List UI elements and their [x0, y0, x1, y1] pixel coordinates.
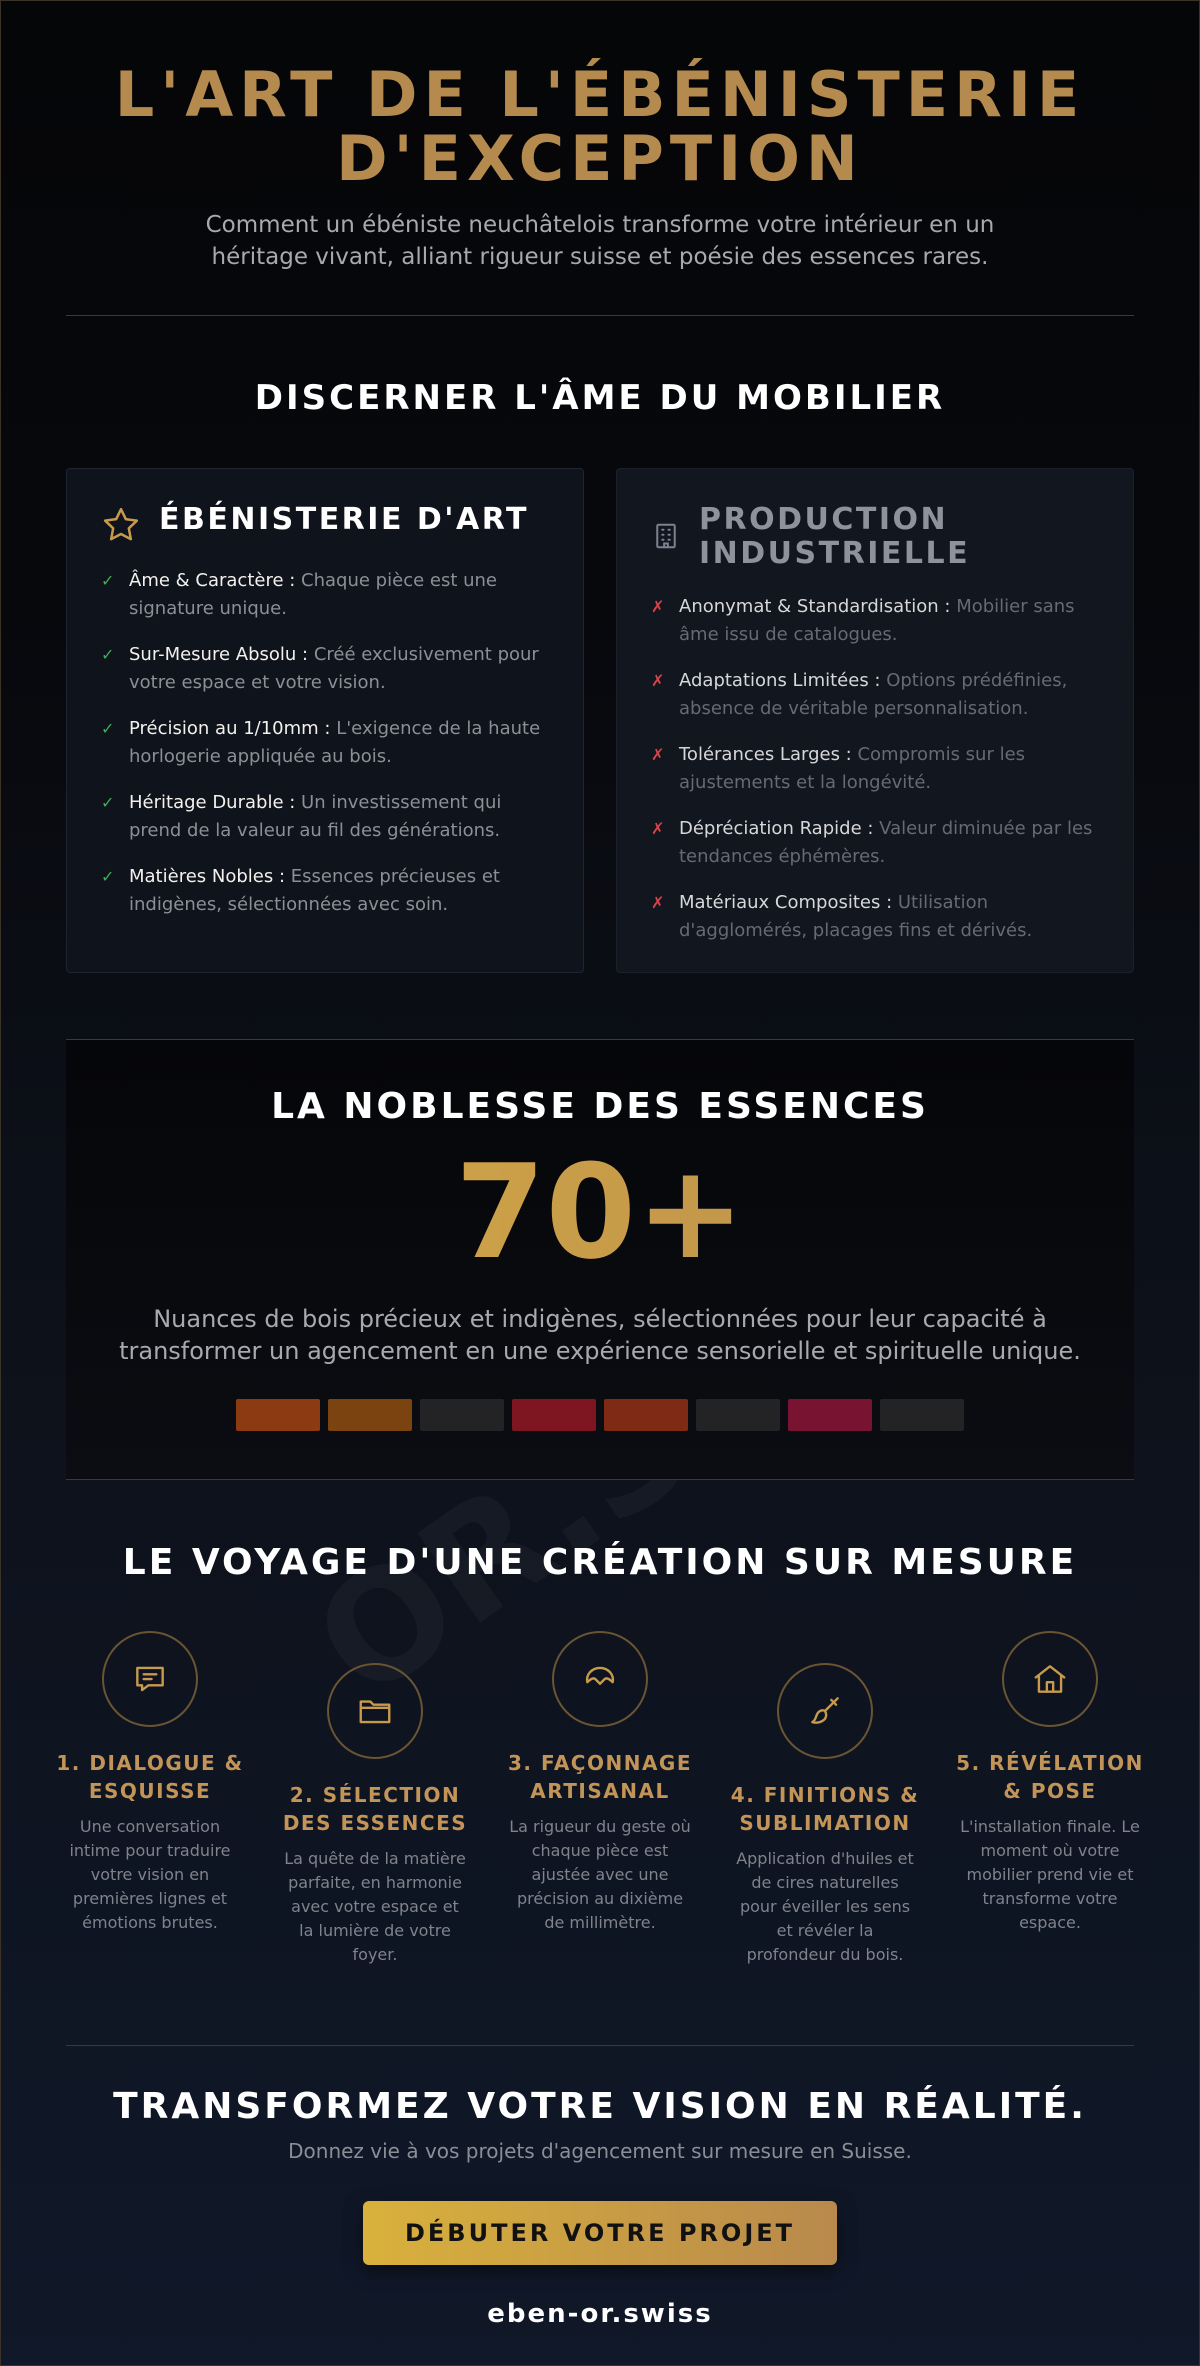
step-description: L'installation finale. Le moment où votre mobilier prend vie et transforme votre espace. — [960, 1817, 1140, 1932]
item-text: Options prédéfinies, absence de véritable personnalisation. — [679, 670, 1068, 719]
essences-count: 70+ — [66, 1147, 1134, 1277]
check-icon: ✓ — [101, 571, 115, 590]
item-text: Mobilier sans âme issu de catalogues. — [679, 596, 1075, 645]
step-title: 1. DIALOGUE & ESQUISSE — [56, 1751, 244, 1803]
chat-icon — [131, 1660, 169, 1698]
star-icon — [101, 505, 141, 545]
wood-swatches — [66, 1399, 1134, 1431]
industrial-list — [651, 593, 1099, 945]
step-5 — [950, 1631, 1150, 2001]
essences-description: Nuances de bois précieux et indigènes, sélectionnées pour leur capacité à transformer un agencement en une expérience sensorielle et spirituelle unique. — [119, 1305, 1081, 1365]
step-title: 3. FAÇONNAGE ARTISANAL — [507, 1751, 693, 1803]
item-text: Créé exclusivement pour votre espace et votre vision. — [129, 644, 539, 693]
cta-title: TRANSFORMEZ VOTRE VISION EN RÉALITÉ. — [113, 2086, 1087, 2127]
comparison-cards — [66, 468, 1134, 973]
divider — [66, 2045, 1134, 2046]
list-item — [101, 641, 549, 697]
item-label: Anonymat & Standardisation : — [679, 596, 951, 617]
art-card — [66, 468, 584, 973]
cross-icon: ✗ — [651, 819, 665, 838]
essences-section — [66, 1039, 1134, 1480]
start-project-button[interactable]: DÉBUTER VOTRE PROJET — [363, 2201, 837, 2265]
step-title: 2. SÉLECTION DES ESSENCES — [282, 1783, 468, 1835]
item-label: Âme & Caractère : — [129, 570, 296, 591]
list-item — [651, 889, 1099, 945]
item-text: Un investissement qui prend de la valeur au fil des générations. — [129, 792, 502, 841]
item-label: Sur-Mesure Absolu : — [129, 644, 309, 665]
journey-steps — [50, 1631, 1150, 2001]
essences-title: LA NOBLESSE DES ESSENCES — [271, 1086, 929, 1127]
cross-icon: ✗ — [651, 893, 665, 912]
industrial-card-title: PRODUCTION INDUSTRIELLE — [699, 502, 971, 571]
item-label: Dépréciation Rapide : — [679, 818, 874, 839]
wood-swatch — [604, 1399, 688, 1431]
step-description: La quête de la matière parfaite, en harmonie avec votre espace et la lumière de votre foyer. — [284, 1849, 466, 1964]
journey-title: LE VOYAGE D'UNE CRÉATION SUR MESURE — [122, 1542, 1078, 1583]
wood-swatch — [420, 1399, 504, 1431]
brush-icon — [806, 1692, 844, 1730]
item-text: Compromis sur les ajustements et la longévité. — [679, 744, 1026, 793]
divider — [66, 315, 1134, 316]
item-label: Matières Nobles : — [129, 866, 286, 887]
list-item — [101, 863, 549, 919]
step-2 — [275, 1631, 475, 2001]
list-item — [101, 567, 549, 623]
item-label: Matériaux Composites : — [679, 892, 893, 913]
wood-swatch — [328, 1399, 412, 1431]
step-title: 4. FINITIONS & SUBLIMATION — [730, 1783, 920, 1835]
art-card-title: ÉBÉNISTERIE D'ART — [159, 502, 529, 537]
step-title: 5. RÉVÉLATION & POSE — [956, 1751, 1144, 1803]
list-item — [101, 715, 549, 771]
wood-swatch — [512, 1399, 596, 1431]
building-icon — [651, 521, 681, 551]
wood-swatch — [788, 1399, 872, 1431]
check-icon: ✓ — [101, 645, 115, 664]
check-icon: ✓ — [101, 719, 115, 738]
wood-swatch — [696, 1399, 780, 1431]
item-text: Essences précieuses et indigènes, sélectionnées avec soin. — [129, 866, 500, 915]
cta-subtitle: Donnez vie à vos projets d'agencement sur mesure en Suisse. — [288, 2139, 912, 2163]
page-title: L'ART DE L'ÉBÉNISTERIE D'EXCEPTION — [114, 58, 1086, 195]
page-subtitle: Comment un ébéniste neuchâtelois transforme votre intérieur en un héritage vivant, alliant rigueur suisse et poésie des essences rares. — [205, 212, 995, 270]
step-1 — [50, 1631, 250, 2001]
item-text: L'exigence de la haute horlogerie appliquée au bois. — [129, 718, 541, 767]
check-icon: ✓ — [101, 867, 115, 886]
item-label: Précision au 1/10mm : — [129, 718, 331, 739]
step-4 — [725, 1631, 925, 2001]
folder-icon — [356, 1692, 394, 1730]
home-icon — [1031, 1660, 1069, 1698]
item-label: Adaptations Limitées : — [679, 670, 881, 691]
comparison-title: DISCERNER L'ÂME DU MOBILIER — [254, 378, 946, 418]
art-list — [101, 567, 549, 919]
industrial-card — [616, 468, 1134, 973]
list-item — [101, 789, 549, 845]
check-icon: ✓ — [101, 793, 115, 812]
list-item — [651, 741, 1099, 797]
shape-icon — [581, 1660, 619, 1698]
step-description: La rigueur du geste où chaque pièce est ajustée avec une précision au dixième de millimètre. — [509, 1817, 691, 1932]
step-description: Une conversation intime pour traduire votre vision en premières lignes et émotions brutes. — [69, 1817, 231, 1932]
list-item — [651, 815, 1099, 871]
cross-icon: ✗ — [651, 597, 665, 616]
cross-icon: ✗ — [651, 745, 665, 764]
item-label: Tolérances Larges : — [679, 744, 852, 765]
step-description: Application d'huiles et de cires naturelles pour éveiller les sens et révéler la profondeur du bois. — [736, 1849, 914, 1964]
cross-icon: ✗ — [651, 671, 665, 690]
step-3 — [500, 1631, 700, 2001]
wood-swatch — [880, 1399, 964, 1431]
wood-swatch — [236, 1399, 320, 1431]
list-item — [651, 593, 1099, 649]
brand-url[interactable]: eben-or.swiss — [487, 2299, 713, 2329]
item-text: Chaque pièce est une signature unique. — [129, 570, 498, 619]
item-text: Valeur diminuée par les tendances éphémères. — [679, 818, 1093, 867]
item-text: Utilisation d'agglomérés, placages fins et dérivés. — [679, 892, 1033, 941]
item-label: Héritage Durable : — [129, 792, 296, 813]
list-item — [651, 667, 1099, 723]
